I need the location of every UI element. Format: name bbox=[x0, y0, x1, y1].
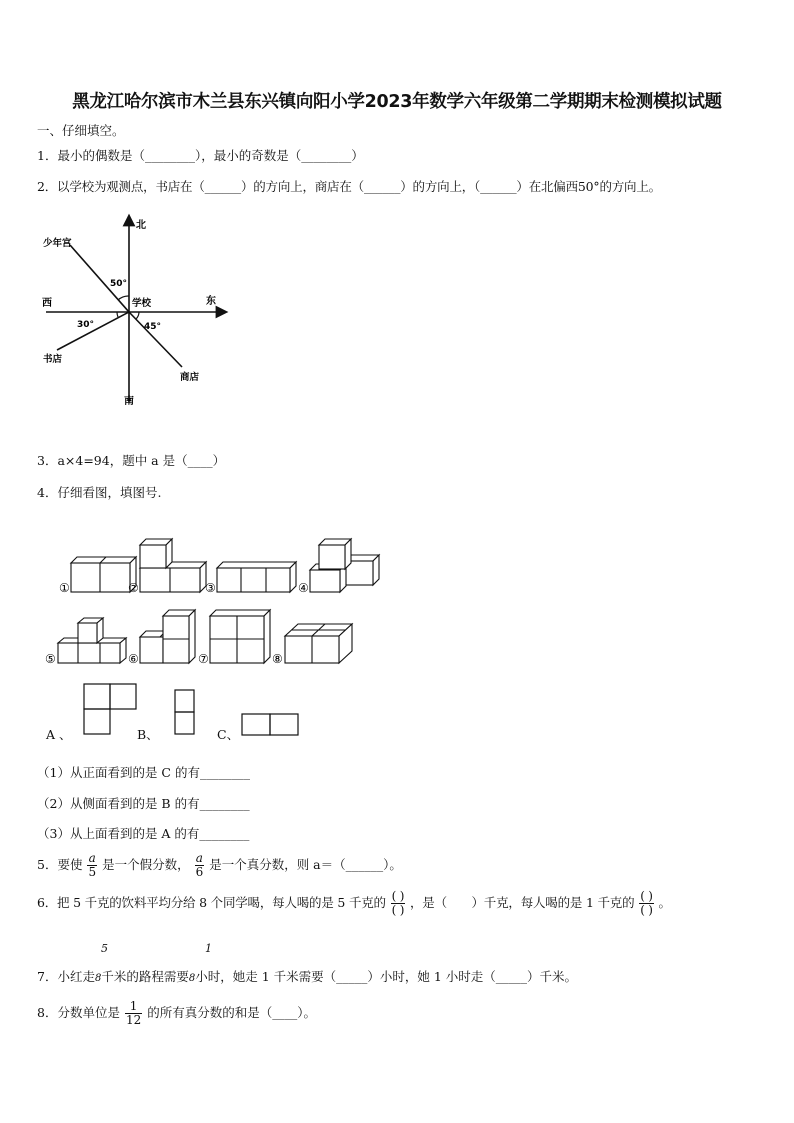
question-2: 2．以学校为观测点，书店在（______）的方向上，商店在（______）的方向上，（______）在北偏西50°的方向上。 bbox=[37, 179, 661, 194]
fraction-numerator: a bbox=[195, 851, 203, 865]
view-c-shape bbox=[241, 713, 299, 737]
figure-8 bbox=[285, 624, 352, 663]
question-3: 3．a×4=94，题中 a 是（____） bbox=[37, 453, 226, 468]
south-label: 南 bbox=[124, 396, 134, 407]
figure-2-number: ② bbox=[128, 581, 139, 595]
figure-4-number: ④ bbox=[298, 581, 309, 595]
question-1: 1．最小的偶数是（________），最小的奇数是（________） bbox=[37, 148, 364, 163]
fraction-numerator: 1 bbox=[125, 1000, 142, 1014]
section-heading: 一、仔细填空。 bbox=[37, 123, 125, 138]
figure-7-number: ⑦ bbox=[198, 652, 209, 666]
figure-8-number: ⑧ bbox=[272, 652, 283, 666]
figure-3-number: ③ bbox=[205, 581, 216, 595]
shop-label: 商店 bbox=[180, 372, 200, 383]
fraction-denominator: 5 bbox=[88, 865, 97, 879]
figure-6-number: ⑥ bbox=[128, 652, 139, 666]
view-a-label: A 、 bbox=[46, 727, 72, 742]
question-6: 6．把 5 千克的饮料平均分给 8 个同学喝，每人喝的是 5 千克的 $\frac{( )}{( )}$ ，是（ ）千克，每人喝的是 1 千克的 $\frac{( )}{( )}$ 。 bbox=[37, 889, 671, 917]
bookstore-label: 书店 bbox=[43, 354, 63, 365]
figure-5-number: ⑤ bbox=[45, 652, 56, 666]
view-c-label: C、 bbox=[217, 727, 240, 742]
question-4: 4．仔细看图，填图号. bbox=[37, 485, 162, 500]
figure-6 bbox=[140, 610, 195, 663]
compass-diagram bbox=[34, 212, 234, 412]
figure-7 bbox=[210, 610, 270, 663]
figure-4 bbox=[310, 539, 379, 592]
fraction-denominator: 6 bbox=[195, 865, 204, 879]
question-4-part-1: （1）从正面看到的是 C 的有________ bbox=[37, 765, 250, 780]
figure-2 bbox=[140, 539, 206, 592]
question-5: 5．要使 $\frac{a}{5}$ 是一个假分数， $\frac{a}{6}$ 是一个真分数，则 a＝（______）。 bbox=[37, 851, 402, 879]
cube-figures bbox=[40, 530, 400, 670]
question-4-part-2: （2）从侧面看到的是 B 的有________ bbox=[37, 796, 250, 811]
figure-3 bbox=[217, 562, 296, 592]
view-a-shape bbox=[83, 683, 139, 737]
angle-45-label: 45° bbox=[144, 322, 162, 332]
bookstore-ray bbox=[57, 312, 129, 350]
question-4-part-3: （3）从上面看到的是 A 的有________ bbox=[37, 826, 250, 841]
view-b-label: B、 bbox=[137, 727, 159, 742]
east-label: 东 bbox=[206, 296, 216, 307]
fraction-numerator: a bbox=[88, 851, 96, 865]
figure-5 bbox=[58, 618, 126, 663]
page-title: 黑龙江哈尔滨市木兰县东兴镇向阳小学2023年数学六年级第二学期期末检测模拟试题 bbox=[72, 92, 722, 112]
q7-superscript-5: 5 bbox=[101, 942, 108, 955]
q7-superscript-1: 1 bbox=[205, 942, 212, 955]
view-b-shape bbox=[174, 689, 196, 737]
question-7: 7．小红走8千米的路程需要8小时，她走 1 千米需要（_____）小时，她 1 小时走（_____）千米。 bbox=[37, 969, 578, 984]
angle-30-label: 30° bbox=[77, 320, 95, 330]
shop-ray bbox=[129, 312, 182, 367]
figure-1-number: ① bbox=[59, 581, 70, 595]
question-8: 8．分数单位是 $\frac{1}{12}$ 的所有真分数的和是（____）。 bbox=[37, 999, 316, 1027]
fraction-denominator: 12 bbox=[125, 1013, 142, 1027]
youth-palace-label: 少年宫 bbox=[43, 238, 72, 249]
north-label: 北 bbox=[136, 220, 146, 231]
school-label: 学校 bbox=[132, 298, 152, 309]
west-label: 西 bbox=[42, 298, 52, 309]
angle-50-label: 50° bbox=[110, 279, 128, 289]
figure-1 bbox=[71, 557, 136, 592]
